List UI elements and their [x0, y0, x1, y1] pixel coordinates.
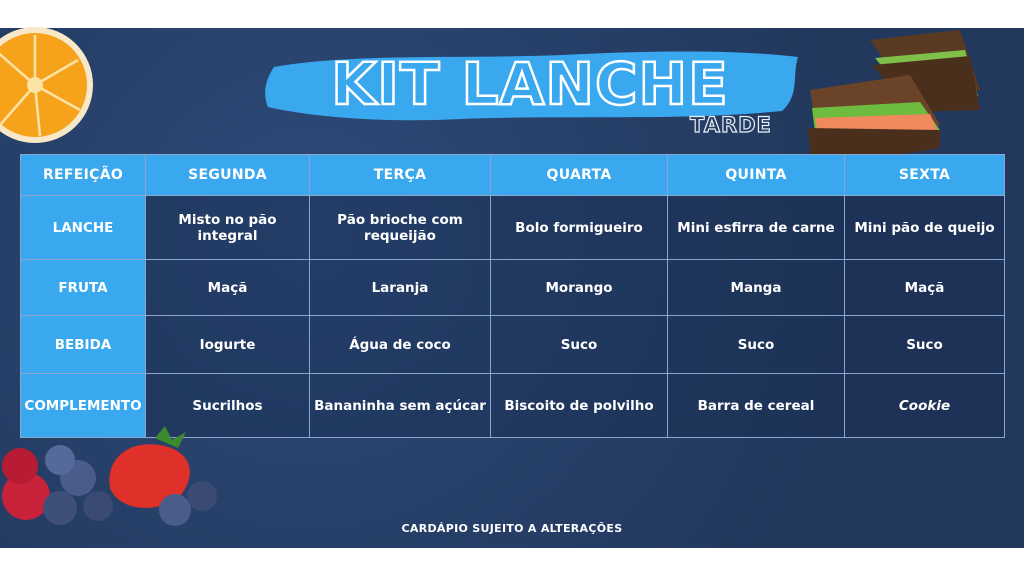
column-header: TERÇA — [310, 155, 491, 196]
table-row — [21, 196, 1005, 260]
column-header: SEGUNDA — [146, 155, 310, 196]
table-cell: Misto no pão integral — [146, 196, 310, 260]
table-cell: Manga — [668, 260, 845, 316]
table-cell: Cookie — [845, 374, 1005, 438]
table-cell: Barra de cereal — [668, 374, 845, 438]
table-cell: Biscoito de polvilho — [491, 374, 668, 438]
table-header-row — [21, 155, 1005, 196]
column-header: QUARTA — [491, 155, 668, 196]
table-cell: Mini pão de queijo — [845, 196, 1005, 260]
table-cell: Água de coco — [310, 316, 491, 374]
table-cell: Mini esfirra de carne — [668, 196, 845, 260]
table-cell: Sucrilhos — [146, 374, 310, 438]
sandwich-image — [800, 30, 990, 170]
table-row — [21, 316, 1005, 374]
row-label: BEBIDA — [21, 316, 146, 374]
table-cell: Pão brioche com requeijão — [310, 196, 491, 260]
orange-slice-image — [0, 0, 100, 160]
row-label: FRUTA — [21, 260, 146, 316]
menu-table — [20, 154, 1005, 438]
table-cell: Suco — [845, 316, 1005, 374]
table-cell: Maçã — [845, 260, 1005, 316]
table-cell: Suco — [491, 316, 668, 374]
page-title: KIT LANCHE — [331, 50, 729, 118]
table-cell: Iogurte — [146, 316, 310, 374]
footer-note: CARDÁPIO SUJEITO A ALTERAÇÕES — [401, 522, 623, 535]
column-header: SEXTA — [845, 155, 1005, 196]
column-header: QUINTA — [668, 155, 845, 196]
table-cell: Suco — [668, 316, 845, 374]
table-cell: Maçã — [146, 260, 310, 316]
row-label: COMPLEMENTO — [21, 374, 146, 438]
table-row — [21, 260, 1005, 316]
page-subtitle: TARDE — [690, 113, 772, 137]
berries-image — [0, 418, 225, 530]
table-cell: Bolo formigueiro — [491, 196, 668, 260]
row-label: LANCHE — [21, 196, 146, 260]
table-cell: Laranja — [310, 260, 491, 316]
table-cell: Bananinha sem açúcar — [310, 374, 491, 438]
table-cell: Morango — [491, 260, 668, 316]
column-header: REFEIÇÃO — [21, 155, 146, 196]
